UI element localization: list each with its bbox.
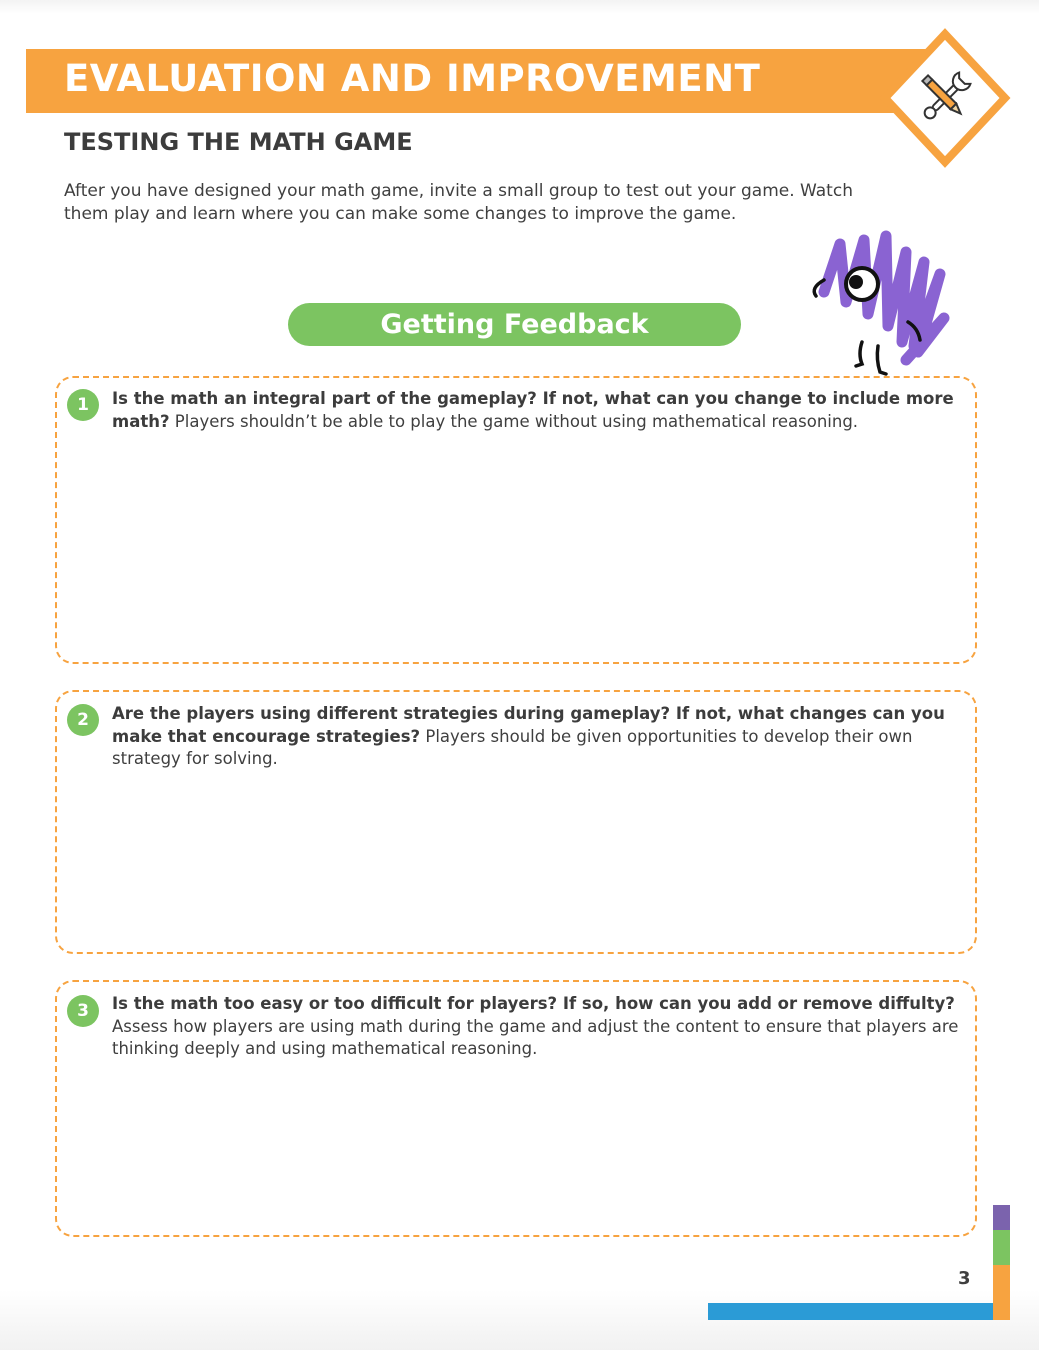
question-detail: Players shouldn’t be able to play the game without using mathematical reasoning. — [174, 411, 859, 431]
question-box-2 — [55, 690, 977, 954]
question-number-badge: 1 — [67, 389, 99, 421]
question-text — [112, 388, 963, 433]
question-number-badge: 3 — [67, 995, 99, 1027]
scribble-mascot-illustration — [806, 222, 956, 382]
question-box-1 — [55, 376, 977, 664]
question-detail: Assess how players are using math during the game and adjust the content to ensure that players are thinking deeply and using mathematical reasoning. — [112, 1016, 959, 1058]
page-number: 3 — [958, 1268, 971, 1289]
question-text — [112, 703, 963, 771]
header-banner — [26, 49, 926, 113]
footer-stripe-blue — [708, 1303, 993, 1320]
footer-stripe-purple — [993, 1205, 1010, 1230]
page-title: EVALUATION AND IMPROVEMENT — [64, 57, 761, 100]
question-prompt: Are the players using different strategies during gameplay? If not, what changes can you make that encourage strategies? — [112, 704, 945, 746]
footer-stripe-green — [993, 1230, 1010, 1265]
question-number-badge: 2 — [67, 704, 99, 736]
question-prompt: Is the math an integral part of the gameplay? If not, what can you change to include more math? — [112, 389, 954, 431]
getting-feedback-heading: Getting Feedback — [288, 303, 741, 346]
footer-stripe-orange — [993, 1265, 1010, 1320]
question-prompt: Is the math too easy or too difficult for players? If so, how can you add or remove diffulty? — [112, 994, 955, 1013]
intro-paragraph: After you have designed your math game, invite a small group to test out your game. Watch them play and learn where you can make some changes to improve the game. — [64, 181, 853, 224]
question-box-3 — [55, 980, 977, 1237]
question-text — [112, 993, 963, 1061]
section-subtitle: TESTING THE MATH GAME — [64, 128, 413, 156]
wrench-pencil-icon — [879, 28, 1011, 168]
question-detail: Players should be given opportunities to develop their own strategy for solving. — [112, 726, 913, 768]
